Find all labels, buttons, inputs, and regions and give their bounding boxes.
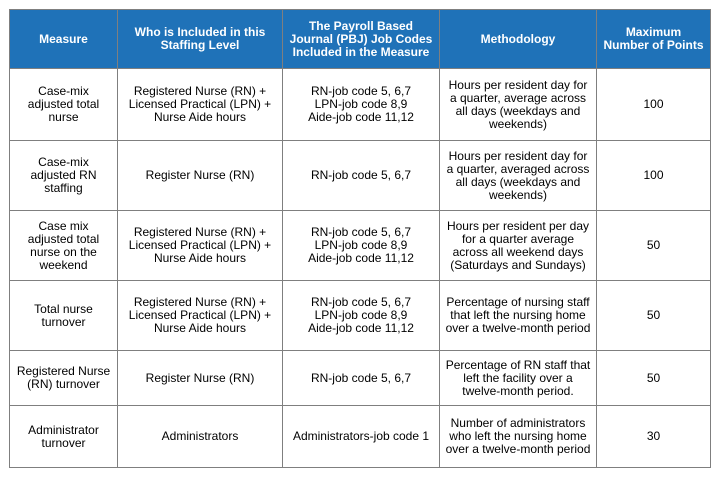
job-codes-text: RN-job code 5, 6,7 LPN-job code 8,9 Aide-job code 11,12: [308, 84, 414, 124]
job-codes-text: RN-job code 5, 6,7 LPN-job code 8,9 Aide-job code 11,12: [308, 225, 414, 265]
cell-measure: Case mix adjusted total nurse on the weekend: [10, 211, 118, 281]
cell-points: 100: [597, 141, 711, 211]
cell-who-included: [118, 211, 283, 281]
cell-who-included: [118, 69, 283, 141]
who-included-text: Registered Nurse (RN) + Licensed Practical (LPN) + Nurse Aide hours: [128, 295, 272, 335]
cell-methodology: Hours per resident per day for a quarter average across all weekend days (Saturdays and Sundays): [440, 211, 597, 281]
cell-measure: Case-mix adjusted total nurse: [10, 69, 118, 141]
who-included-text: Register Nurse (RN): [145, 168, 255, 182]
cell-methodology: Percentage of nursing staff that left the nursing home over a twelve-month period: [440, 281, 597, 351]
cell-methodology: Number of administrators who left the nursing home over a twelve-month period: [440, 406, 597, 468]
cell-points: 50: [597, 281, 711, 351]
job-codes-text: Administrators-job code 1: [292, 429, 430, 443]
header-maximum-points: Maximum Number of Points: [597, 10, 711, 69]
table-header: [10, 10, 711, 69]
cell-job-codes: [283, 281, 440, 351]
job-codes-text: RN-job code 5, 6,7: [310, 370, 412, 385]
cell-measure: Administrator turnover: [10, 406, 118, 468]
cell-points: 50: [597, 211, 711, 281]
cell-measure: Case-mix adjusted RN staffing: [10, 141, 118, 211]
cell-who-included: [118, 406, 283, 468]
cell-methodology: Hours per resident day for a quarter, average across all days (weekdays and weekends): [440, 69, 597, 141]
header-row: [10, 10, 711, 69]
header-who-included: Who is Included in this Staffing Level: [118, 10, 283, 69]
staffing-measures-table: [9, 9, 711, 468]
job-codes-text: RN-job code 5, 6,7 LPN-job code 8,9 Aide-job code 11,12: [308, 295, 414, 335]
table-row: [10, 406, 711, 468]
cell-job-codes: [283, 69, 440, 141]
header-pbj-job-codes: The Payroll Based Journal (PBJ) Job Codes Included in the Measure: [283, 10, 440, 69]
table-row: [10, 211, 711, 281]
header-methodology: Methodology: [440, 10, 597, 69]
table-row: [10, 351, 711, 406]
cell-who-included: [118, 281, 283, 351]
who-included-text: Registered Nurse (RN) + Licensed Practical (LPN) + Nurse Aide hours: [128, 84, 272, 124]
cell-who-included: [118, 351, 283, 406]
table-row: [10, 281, 711, 351]
who-included-text: Register Nurse (RN): [145, 370, 255, 385]
header-measure: Measure: [10, 10, 118, 69]
who-included-text: Registered Nurse (RN) + Licensed Practical (LPN) + Nurse Aide hours: [128, 225, 272, 265]
cell-job-codes: [283, 211, 440, 281]
cell-job-codes: [283, 406, 440, 468]
cell-who-included: [118, 141, 283, 211]
table-row: [10, 141, 711, 211]
cell-points: 100: [597, 69, 711, 141]
cell-measure: Registered Nurse (RN) turnover: [10, 351, 118, 406]
table-row: [10, 69, 711, 141]
cell-job-codes: [283, 351, 440, 406]
cell-methodology: Hours per resident day for a quarter, averaged across all days (weekdays and weekends): [440, 141, 597, 211]
job-codes-text: RN-job code 5, 6,7: [310, 168, 412, 182]
cell-measure: Total nurse turnover: [10, 281, 118, 351]
cell-job-codes: [283, 141, 440, 211]
cell-points: 30: [597, 406, 711, 468]
who-included-text: Administrators: [161, 429, 239, 443]
table-body: [10, 69, 711, 468]
cell-points: 50: [597, 351, 711, 406]
cell-methodology: Percentage of RN staff that left the facility over a twelve-month period.: [440, 351, 597, 406]
